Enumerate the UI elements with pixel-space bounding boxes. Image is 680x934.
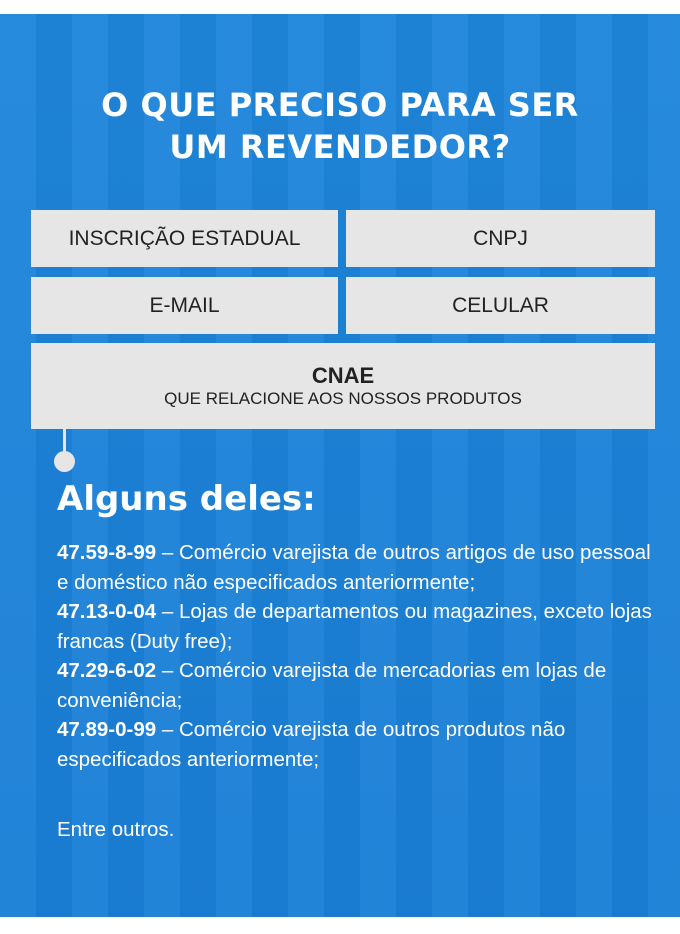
list-item <box>57 656 657 715</box>
cnae-subtitle: QUE RELACIONE AOS NOSSOS PRODUTOS <box>164 389 522 408</box>
info-panel <box>0 14 680 917</box>
cnae-code: 47.13-0-04 <box>57 600 157 623</box>
page-title <box>0 84 680 168</box>
requirement-label: INSCRIÇÃO ESTADUAL <box>68 226 301 250</box>
list-item <box>57 538 657 597</box>
requirement-label: E-MAIL <box>149 293 220 317</box>
title-line-1: O QUE PRECISO PARA SER <box>101 86 579 124</box>
closing-text: Entre outros. <box>57 818 175 841</box>
cnae-description: – Lojas de departamentos ou magazines, exceto lojas francas (Duty free); <box>57 600 652 653</box>
requirement-cnpj <box>346 210 655 267</box>
examples-heading: Alguns deles: <box>57 479 316 519</box>
cnae-code: 47.59-8-99 <box>57 541 157 564</box>
connector-dot <box>54 451 75 472</box>
requirement-inscricao-estadual <box>31 210 338 267</box>
cnae-code: 47.29-6-02 <box>57 659 157 682</box>
list-item <box>57 597 657 656</box>
requirement-email <box>31 277 338 334</box>
connector-line <box>63 429 66 453</box>
cnae-title: CNAE <box>311 363 375 388</box>
cnae-description: – Comércio varejista de mercadorias em lojas de conveniência; <box>57 659 607 712</box>
cnae-code: 47.89-0-99 <box>57 718 157 741</box>
requirement-label: CNPJ <box>473 226 528 250</box>
requirement-celular <box>346 277 655 334</box>
title-line-2: UM REVENDEDOR? <box>169 128 511 166</box>
requirement-cnae <box>31 343 655 429</box>
list-item <box>57 715 657 774</box>
cnae-code-list <box>57 538 657 774</box>
cnae-description: – Comércio varejista de outros artigos de uso pessoal e doméstico não especificados anteriormente; <box>57 541 651 594</box>
cnae-description: – Comércio varejista de outros produtos não especificados anteriormente; <box>57 718 566 771</box>
requirement-label: CELULAR <box>452 293 549 317</box>
